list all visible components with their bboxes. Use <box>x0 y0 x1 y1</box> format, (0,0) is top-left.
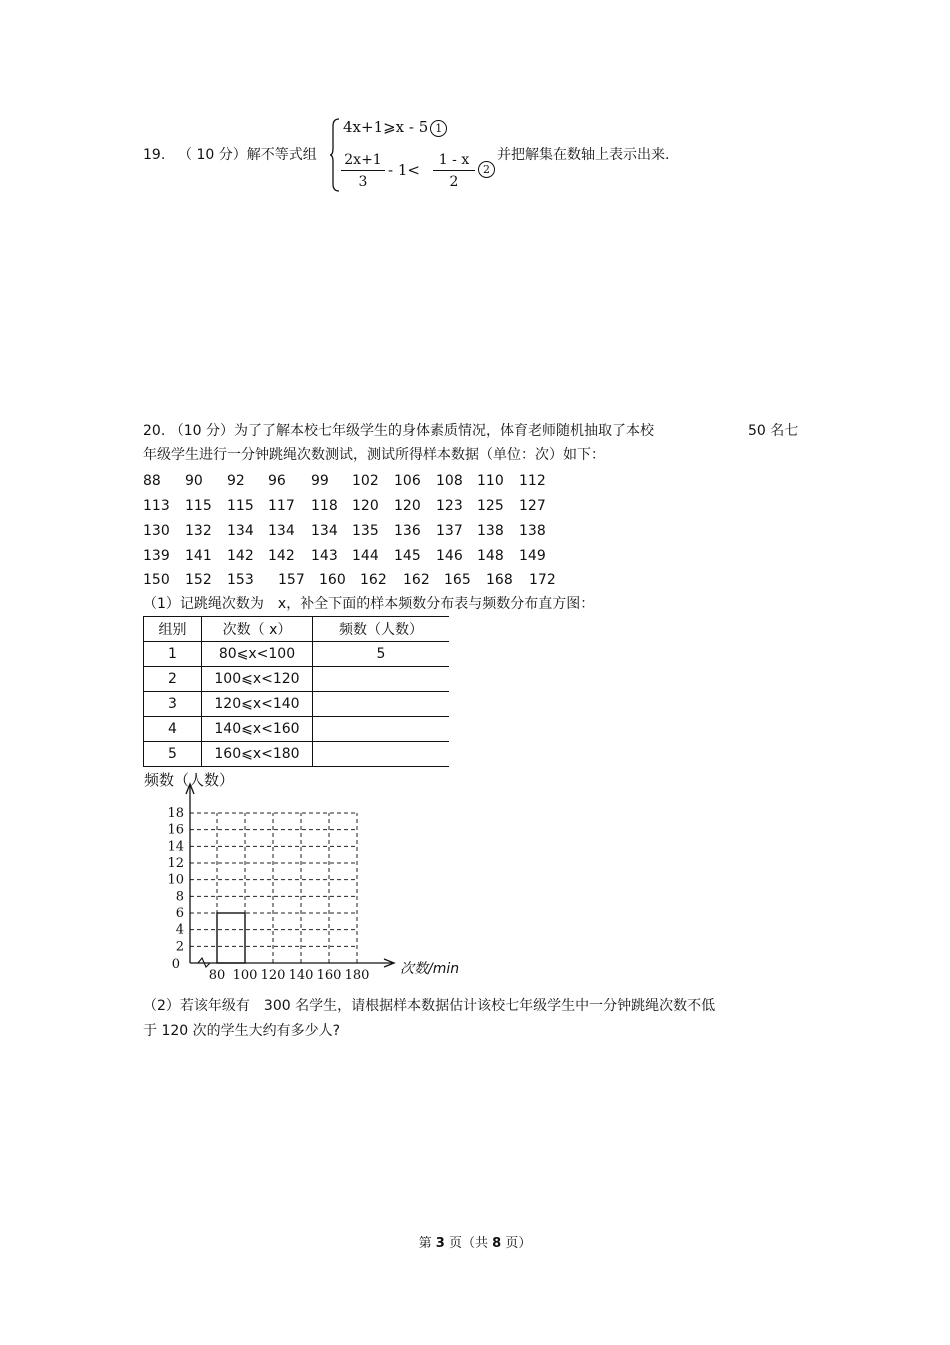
table-row <box>144 692 450 717</box>
footer-text: 页（共 <box>448 1236 488 1251</box>
data-value: 112 <box>519 473 546 489</box>
table-row <box>144 642 450 667</box>
data-value: 110 <box>477 473 504 489</box>
table-cell: 2 <box>144 667 202 692</box>
data-value: 108 <box>436 473 463 489</box>
fraction-left-denominator: 3 <box>358 174 368 190</box>
data-value: 125 <box>477 498 504 514</box>
q19-suffix: 并把解集在数轴上表示出来. <box>497 147 670 163</box>
data-value: 152 <box>185 572 212 588</box>
table-cell <box>313 667 450 692</box>
circled-number-2: 2 <box>478 161 495 178</box>
table-cell: 1 <box>144 642 202 667</box>
q20-line2: 年级学生进行一分钟跳绳次数测试，测试所得样本数据（单位：次）如下： <box>143 447 605 463</box>
data-value: 168 <box>486 572 513 588</box>
inequality-1-text: 4x+1⩾x - 5 <box>343 118 429 136</box>
data-value: 172 <box>529 572 556 588</box>
table-header: 频数（人数） <box>313 617 450 642</box>
x-axis-label: 次数/min <box>400 961 460 977</box>
data-value: 135 <box>352 523 379 539</box>
fraction-left-numerator: 2x+1 <box>344 152 382 168</box>
data-value: 162 <box>403 572 430 588</box>
data-value: 139 <box>143 548 170 564</box>
table-cell: 3 <box>144 692 202 717</box>
table-cell: 5 <box>144 742 202 767</box>
q20-line1-end: 50 名七 <box>748 423 799 439</box>
page-number: 3 <box>435 1236 445 1251</box>
part2-line2: 于 120 次的学生大约有多少人? <box>143 1023 341 1039</box>
part2-prefix: （2）若该年级有 <box>143 998 250 1014</box>
data-value: 142 <box>227 548 254 564</box>
table-header-row <box>144 617 450 642</box>
origin-label: 0 <box>171 957 180 972</box>
fraction-left-bar <box>341 170 385 171</box>
data-value: 90 <box>185 473 203 489</box>
data-value: 134 <box>268 523 295 539</box>
y-tick-label: 18 <box>167 806 184 821</box>
fraction-right-numerator: 1 - x <box>438 152 470 168</box>
data-value: 106 <box>394 473 421 489</box>
table-row <box>144 742 450 767</box>
table-row <box>144 667 450 692</box>
y-tick-label: 16 <box>167 822 184 838</box>
part2-line1 <box>143 997 715 1015</box>
data-value: 120 <box>394 498 421 514</box>
data-value: 123 <box>436 498 463 514</box>
x-tick-label: 80 <box>208 968 226 983</box>
part1-suffix: ，补全下面的样本频数分布表与频数分布直方图： <box>286 596 595 612</box>
data-value: 92 <box>227 473 245 489</box>
data-value: 113 <box>143 498 170 514</box>
data-value: 141 <box>185 548 212 564</box>
data-value: 143 <box>311 548 338 564</box>
x-tick-label: 160 <box>316 968 342 983</box>
frequency-histogram <box>140 768 480 983</box>
data-value: 153 <box>227 572 254 588</box>
q19-stem: （ 10 分）解不等式组 <box>178 147 317 163</box>
data-value: 132 <box>185 523 212 539</box>
data-value: 96 <box>268 473 286 489</box>
x-tick-label: 140 <box>288 968 314 983</box>
data-value: 162 <box>360 572 387 588</box>
data-value: 146 <box>436 548 463 564</box>
data-value: 149 <box>519 548 546 564</box>
data-value: 127 <box>519 498 546 514</box>
y-tick-label: 10 <box>167 872 184 888</box>
data-value: 102 <box>352 473 379 489</box>
data-value: 88 <box>143 473 161 489</box>
y-tick-label: 4 <box>175 922 184 938</box>
part1-prefix: （1）记跳绳次数为 <box>143 596 264 612</box>
data-value: 144 <box>352 548 379 564</box>
data-value: 117 <box>268 498 295 514</box>
data-value: 165 <box>444 572 471 588</box>
part2-body: 300 名学生，请根据样本数据估计该校七年级学生中一分钟跳绳次数不低 <box>263 998 716 1014</box>
data-value: 157 <box>278 572 305 588</box>
data-value: 160 <box>319 572 346 588</box>
footer-text: 第 <box>418 1236 432 1251</box>
fraction-right-bar <box>433 170 475 171</box>
data-value: 137 <box>436 523 463 539</box>
data-value: 145 <box>394 548 421 564</box>
data-value: 138 <box>519 523 546 539</box>
footer-text: 页） <box>505 1236 532 1251</box>
y-axis-label: 频数（人数） <box>144 771 235 789</box>
data-value: 134 <box>227 523 254 539</box>
data-value: 148 <box>477 548 504 564</box>
table-cell <box>313 692 450 717</box>
frequency-table <box>143 616 449 767</box>
data-value: 138 <box>477 523 504 539</box>
data-value: 142 <box>268 548 295 564</box>
table-cell: 4 <box>144 717 202 742</box>
inequality-1 <box>343 117 447 137</box>
table-cell: 100⩽x<120 <box>202 667 313 692</box>
data-value: 130 <box>143 523 170 539</box>
y-tick-label: 8 <box>175 889 184 905</box>
fraction-right-denominator: 2 <box>449 174 459 190</box>
table-cell <box>313 742 450 767</box>
data-value: 150 <box>143 572 170 588</box>
table-cell: 160⩽x<180 <box>202 742 313 767</box>
table-cell: 140⩽x<160 <box>202 717 313 742</box>
data-value: 136 <box>394 523 421 539</box>
data-value: 115 <box>185 498 212 514</box>
x-tick-label: 180 <box>344 968 370 983</box>
y-tick-label: 14 <box>167 839 184 855</box>
part1-variable: x <box>277 596 287 612</box>
q19-number: 19. <box>143 147 166 163</box>
q20-line1: 20. （10 分）为了了解本校七年级学生的身体素质情况，体育老师随机抽取了本校 <box>143 423 654 439</box>
inequality-2-middle: - 1< <box>388 161 420 179</box>
histogram-bar <box>217 913 245 963</box>
circled-number-1: 1 <box>430 120 447 137</box>
data-value: 120 <box>352 498 379 514</box>
data-value: 115 <box>227 498 254 514</box>
data-value: 134 <box>311 523 338 539</box>
left-brace-icon <box>330 118 340 192</box>
y-tick-label: 12 <box>167 856 184 871</box>
x-tick-label: 100 <box>232 968 258 983</box>
table-cell: 80⩽x<100 <box>202 642 313 667</box>
total-pages: 8 <box>492 1236 502 1251</box>
data-value: 99 <box>311 473 329 489</box>
table-header: 次数（ x） <box>202 617 313 642</box>
x-tick-label: 120 <box>260 968 286 983</box>
part1-text <box>143 595 594 613</box>
table-cell: 120⩽x<140 <box>202 692 313 717</box>
table-cell <box>313 717 450 742</box>
page-footer <box>0 1232 950 1251</box>
y-tick-label: 6 <box>175 906 184 921</box>
data-value: 118 <box>311 498 338 514</box>
table-row <box>144 717 450 742</box>
table-header: 组别 <box>144 617 202 642</box>
y-tick-label: 2 <box>175 939 184 955</box>
table-cell: 5 <box>313 642 450 667</box>
